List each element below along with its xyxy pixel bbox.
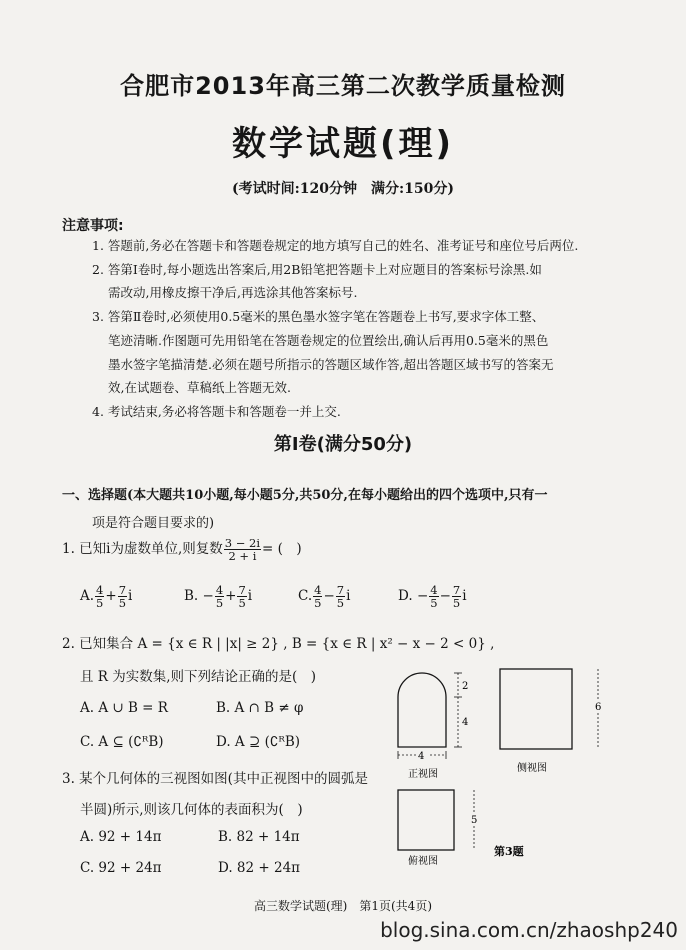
frac-num: 4 bbox=[314, 583, 322, 597]
top-view-label: 俯视图 bbox=[408, 856, 438, 867]
top-view-shape bbox=[398, 790, 454, 850]
frac-den: 5 bbox=[118, 596, 127, 610]
q1-option-c bbox=[298, 584, 350, 609]
q2-stem: 2. 已知集合 A = {x ∈ R | |x| ≥ 2} , B = {x ∈ R | x² − x − 2 < 0} , bbox=[62, 636, 495, 652]
note-line: 4. 考试结束,务必将答题卡和答题卷一并上交. bbox=[92, 404, 341, 419]
q3-stem-cont: 半圆)所示,则该几何体的表面积为( ) bbox=[80, 802, 303, 818]
q3-option-a: A. 92 + 14π bbox=[80, 829, 162, 845]
q3-option-b: B. 82 + 14π bbox=[218, 829, 300, 845]
option-frac bbox=[118, 584, 127, 609]
frac-num: 7 bbox=[452, 583, 461, 597]
front-view-shape bbox=[398, 673, 446, 747]
side-view-label: 侧视图 bbox=[517, 763, 547, 774]
side-view-shape bbox=[500, 669, 572, 749]
q3-option-d: D. 82 + 24π bbox=[218, 860, 301, 876]
option-op: − bbox=[439, 588, 451, 604]
time-info: (考试时间:120分钟 满分:150分) bbox=[231, 181, 455, 197]
option-label: B. bbox=[184, 588, 199, 604]
option-op: + bbox=[105, 588, 117, 604]
option-suffix: i bbox=[462, 588, 467, 604]
front-rect-dim: 4 bbox=[462, 717, 469, 728]
front-view-label: 正视图 bbox=[408, 769, 438, 780]
front-width-dim: 4 bbox=[418, 751, 425, 762]
q1-fraction bbox=[224, 537, 261, 562]
frac-den: 5 bbox=[238, 596, 246, 610]
option-label: A. bbox=[80, 588, 95, 604]
q1-option-b bbox=[184, 584, 252, 609]
option-op: + bbox=[225, 588, 237, 604]
frac-num: 7 bbox=[336, 583, 345, 597]
note-line: 3. 答第Ⅱ卷时,必须使用0.5毫米的黑色墨水签字笔在答题卷上书写,要求字体工整、 bbox=[92, 309, 545, 324]
option-sign: − bbox=[202, 588, 214, 604]
frac-num: 4 bbox=[430, 583, 438, 597]
q1-stem-end: = ( ) bbox=[262, 541, 302, 557]
note-line: 墨水签字笔描清楚.必须在题号所指示的答题区域作答,超出答题区域书写的答案无 bbox=[108, 357, 554, 372]
option-frac bbox=[336, 584, 345, 609]
q2-option-a: A. A ∪ B = R bbox=[80, 700, 168, 716]
section-heading-text: 一、选择题(本大题共10小题,每小题5分,共50分,在每小题给出的四个选项中,只有一 bbox=[62, 488, 548, 503]
q2-option-b: B. A ∩ B ≠ φ bbox=[216, 700, 304, 716]
q3-option-c: C. 92 + 24π bbox=[80, 860, 162, 876]
top-depth-dim: 5 bbox=[471, 815, 478, 826]
q1-option-d bbox=[398, 584, 467, 609]
front-arc-dim: 2 bbox=[462, 681, 469, 692]
frac-den: 5 bbox=[336, 596, 345, 610]
note-line: 2. 答第Ⅰ卷时,每小题选出答案后,用2B铅笔把答题卡上对应题目的答案标号涂黑.如 bbox=[92, 262, 542, 277]
q1-stem-text: 1. 已知i为虚数单位,则复数 bbox=[62, 541, 223, 557]
section-title: 第Ⅰ卷(满分50分) bbox=[273, 434, 413, 455]
option-frac bbox=[429, 584, 438, 609]
subject-title: 数学试题(理) bbox=[231, 124, 455, 164]
section-heading-cont: 项是符合题目要求的) bbox=[92, 516, 215, 531]
frac-num: 4 bbox=[96, 583, 104, 597]
option-suffix: i bbox=[128, 588, 133, 604]
exam-title: 合肥市2013年高三第二次教学质量检测 bbox=[120, 72, 566, 100]
note-line: 效,在试题卷、草稿纸上答题无效. bbox=[108, 380, 291, 395]
note-line: 笔迹清晰.作图题可先用铅笔在答题卷规定的位置绘出,确认后再用0.5毫米的黑色 bbox=[108, 333, 549, 348]
frac-num: 7 bbox=[238, 583, 246, 597]
q2-option-c: C. A ⊆ (∁ᴿB) bbox=[80, 734, 164, 750]
q3-stem: 3. 某个几何体的三视图如图(其中正视图中的圆弧是 bbox=[62, 771, 368, 787]
page-footer: 高三数学试题(理) 第1页(共4页) bbox=[254, 899, 432, 913]
option-suffix: i bbox=[247, 588, 253, 604]
frac-den: 5 bbox=[96, 596, 104, 610]
option-label: D. bbox=[398, 588, 413, 604]
note-line: 1. 答题前,务必在答题卡和答题卷规定的地方填写自己的姓名、准考证号和座位号后两位. bbox=[92, 238, 579, 253]
q2-option-d: D. A ⊇ (∁ᴿB) bbox=[216, 734, 301, 750]
frac-den: 5 bbox=[430, 596, 438, 610]
frac-den: 5 bbox=[215, 596, 224, 610]
option-frac bbox=[95, 584, 104, 609]
three-view-figure bbox=[380, 655, 620, 885]
option-label: C. bbox=[298, 588, 313, 604]
q1-denominator: 2 + i bbox=[228, 549, 257, 563]
watermark: blog.sina.com.cn/zhaoshp240 bbox=[380, 918, 678, 942]
option-frac bbox=[452, 584, 461, 609]
figure-caption: 第3题 bbox=[494, 845, 524, 858]
q2-stem-cont: 且 R 为实数集,则下列结论正确的是( ) bbox=[80, 669, 317, 685]
notes-heading: 注意事项: bbox=[62, 218, 124, 234]
q1-option-a bbox=[80, 584, 132, 609]
q1-stem bbox=[62, 537, 302, 562]
section-heading bbox=[62, 484, 547, 503]
option-frac bbox=[313, 584, 322, 609]
option-frac bbox=[215, 584, 224, 609]
option-suffix: i bbox=[346, 588, 351, 604]
frac-den: 5 bbox=[452, 596, 461, 610]
frac-num: 4 bbox=[215, 583, 224, 597]
frac-num: 7 bbox=[118, 583, 127, 597]
option-op: − bbox=[323, 588, 335, 604]
q1-numerator: 3 − 2i bbox=[224, 536, 261, 550]
option-sign: − bbox=[416, 588, 429, 604]
note-line: 需改动,用橡皮擦干净后,再选涂其他答案标号. bbox=[108, 285, 358, 300]
frac-den: 5 bbox=[314, 596, 322, 610]
side-height-dim: 6 bbox=[595, 702, 602, 713]
option-frac bbox=[237, 584, 246, 609]
